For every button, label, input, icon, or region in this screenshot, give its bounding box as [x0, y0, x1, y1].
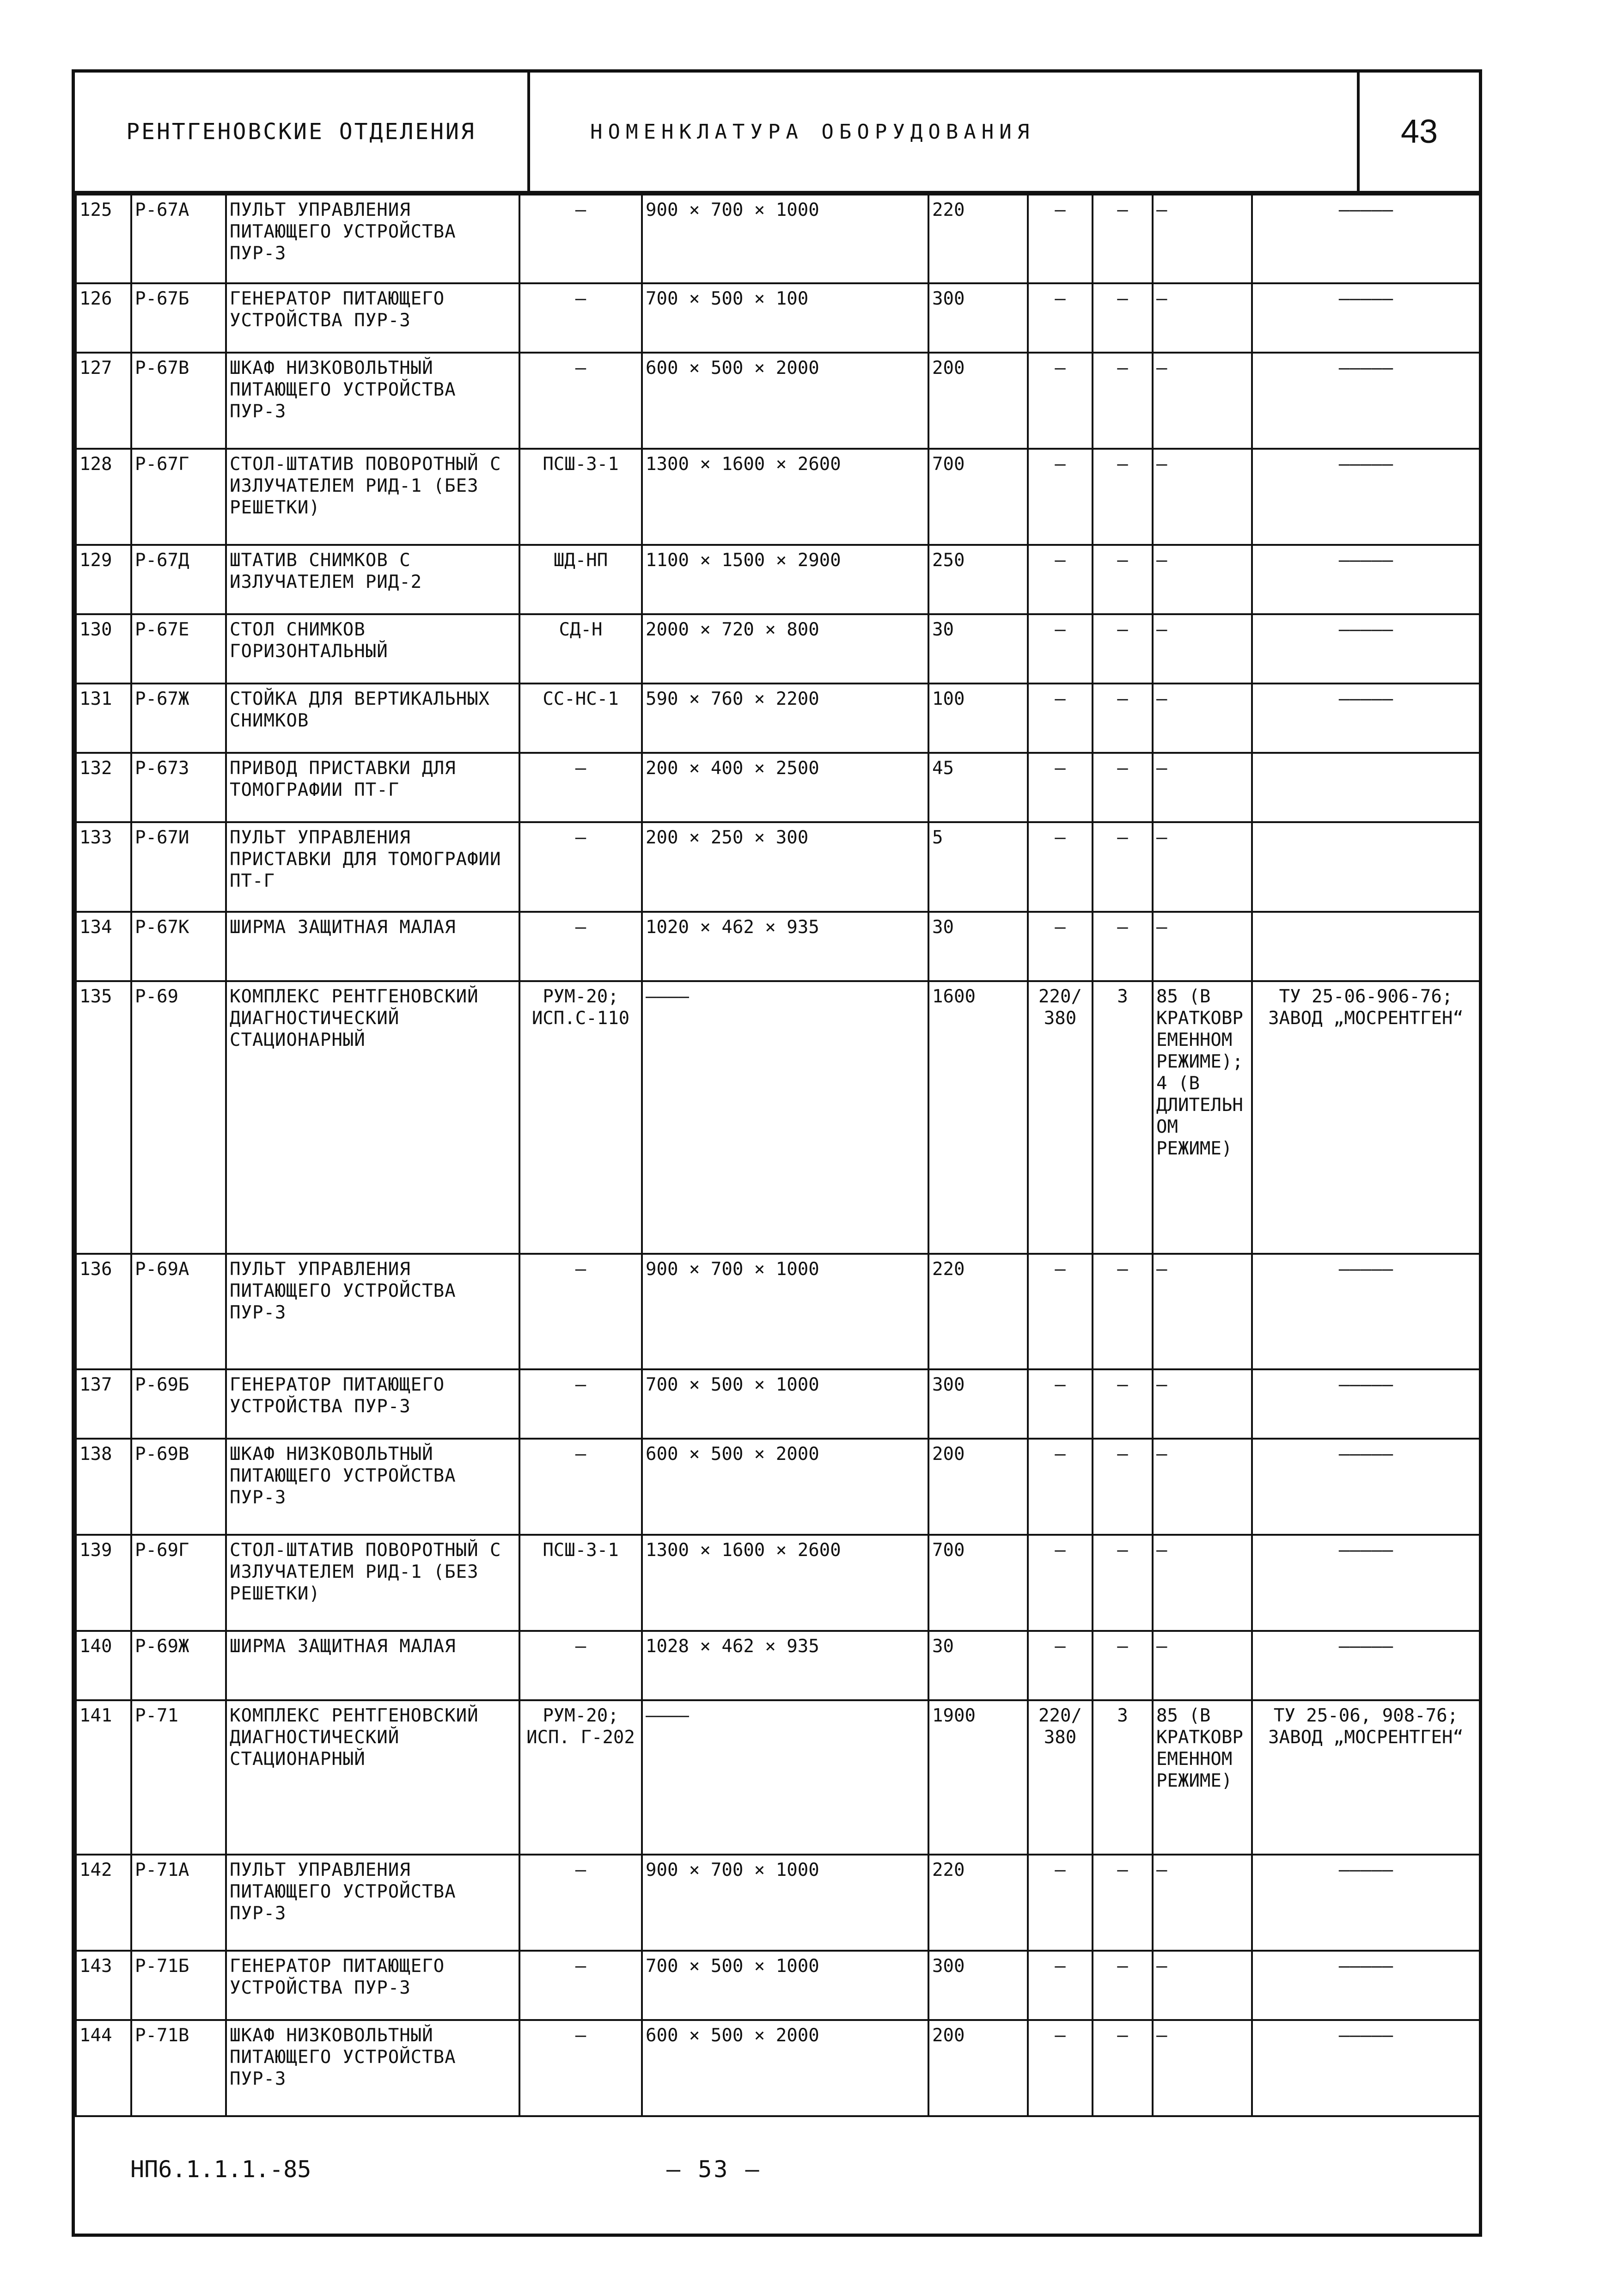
table-row — [76, 1951, 1480, 2020]
cell-code: Р-67И — [131, 822, 226, 912]
cell-phase: — — [1093, 545, 1153, 614]
cell-voltage: — — [1028, 545, 1093, 614]
cell-number: 129 — [76, 545, 131, 614]
cell-number: 127 — [76, 353, 131, 449]
cell-code: Р-69Б — [131, 1369, 226, 1439]
document-title: НОМЕНКЛАТУРА ОБОРУДОВАНИЯ — [530, 73, 1360, 191]
cell-code: Р-67З — [131, 753, 226, 822]
cell-type: СС-НС-1 — [519, 684, 642, 753]
cell-name: ПРИВОД ПРИСТАВКИ ДЛЯ ТОМОГРАФИИ ПТ-Г — [226, 753, 519, 822]
cell-voltage: — — [1028, 2020, 1093, 2116]
cell-power: 1600 — [928, 981, 1028, 1254]
cell-code: Р-71Б — [131, 1951, 226, 2020]
cell-phase: — — [1093, 753, 1153, 822]
table-row — [76, 981, 1480, 1254]
cell-current: — — [1153, 449, 1252, 545]
cell-phase: 3 — [1093, 1700, 1153, 1855]
cell-power: 30 — [928, 912, 1028, 981]
cell-name: СТОЛ СНИМКОВ ГОРИЗОНТАЛЬНЫЙ — [226, 614, 519, 684]
table-row — [76, 1700, 1480, 1855]
cell-phase: — — [1093, 822, 1153, 912]
cell-phase: — — [1093, 1631, 1153, 1700]
cell-power: 220 — [928, 195, 1028, 283]
cell-name: СТОЙКА ДЛЯ ВЕРТИКАЛЬНЫХ СНИМКОВ — [226, 684, 519, 753]
cell-name: ШТАТИВ СНИМКОВ С ИЗЛУЧАТЕЛЕМ РИД-2 — [226, 545, 519, 614]
cell-code: Р-67Г — [131, 449, 226, 545]
cell-power: 700 — [928, 1535, 1028, 1631]
cell-name: КОМПЛЕКС РЕНТГЕНОВСКИЙ ДИАГНОСТИЧЕСКИЙ СТАЦИОНАРНЫЙ — [226, 1700, 519, 1855]
cell-manufacturer: ————— — [1252, 195, 1480, 283]
cell-current: — — [1153, 1951, 1252, 2020]
cell-number: 130 — [76, 614, 131, 684]
cell-code: Р-67К — [131, 912, 226, 981]
cell-manufacturer — [1252, 912, 1480, 981]
cell-name: СТОЛ-ШТАТИВ ПОВОРОТНЫЙ С ИЗЛУЧАТЕЛЕМ РИД-1 (БЕЗ РЕШЕТКИ) — [226, 449, 519, 545]
cell-voltage: — — [1028, 753, 1093, 822]
cell-name: ШИРМА ЗАЩИТНАЯ МАЛАЯ — [226, 912, 519, 981]
table-row — [76, 195, 1480, 283]
table-row — [76, 684, 1480, 753]
cell-power: 300 — [928, 1369, 1028, 1439]
cell-dimensions: 600 × 500 × 2000 — [642, 1439, 928, 1535]
table-row — [76, 753, 1480, 822]
cell-power: 300 — [928, 1951, 1028, 2020]
cell-code: Р-67А — [131, 195, 226, 283]
cell-phase: — — [1093, 1535, 1153, 1631]
cell-phase: — — [1093, 195, 1153, 283]
cell-power: 30 — [928, 1631, 1028, 1700]
cell-manufacturer: ТУ 25-06, 908-76; ЗАВОД „МОСРЕНТГЕН“ — [1252, 1700, 1480, 1855]
cell-type: — — [519, 353, 642, 449]
cell-voltage: — — [1028, 1254, 1093, 1369]
cell-voltage: — — [1028, 822, 1093, 912]
cell-code: Р-69 — [131, 981, 226, 1254]
cell-voltage: — — [1028, 1535, 1093, 1631]
cell-dimensions: 700 × 500 × 1000 — [642, 1369, 928, 1439]
cell-type: — — [519, 912, 642, 981]
cell-power: 300 — [928, 283, 1028, 353]
cell-power: 1900 — [928, 1700, 1028, 1855]
cell-current: — — [1153, 912, 1252, 981]
cell-manufacturer: ————— — [1252, 614, 1480, 684]
table-row — [76, 614, 1480, 684]
table-row — [76, 545, 1480, 614]
cell-voltage: — — [1028, 195, 1093, 283]
cell-phase: — — [1093, 912, 1153, 981]
cell-dimensions: 200 × 250 × 300 — [642, 822, 928, 912]
cell-code: Р-67Е — [131, 614, 226, 684]
cell-phase: — — [1093, 2020, 1153, 2116]
cell-power: 200 — [928, 353, 1028, 449]
table-row — [76, 1855, 1480, 1951]
cell-type: ПСШ-3-1 — [519, 1535, 642, 1631]
cell-name: ГЕНЕРАТОР ПИТАЮЩЕГО УСТРОЙСТВА ПУР-3 — [226, 283, 519, 353]
cell-number: 140 — [76, 1631, 131, 1700]
cell-voltage: 220/ 380 — [1028, 1700, 1093, 1855]
cell-dimensions: 1100 × 1500 × 2900 — [642, 545, 928, 614]
cell-name: ШКАФ НИЗКОВОЛЬТНЫЙ ПИТАЮЩЕГО УСТРОЙСТВА ПУР-3 — [226, 353, 519, 449]
cell-number: 132 — [76, 753, 131, 822]
cell-voltage: — — [1028, 1951, 1093, 2020]
cell-voltage: — — [1028, 684, 1093, 753]
cell-type: — — [519, 1631, 642, 1700]
cell-manufacturer: ————— — [1252, 2020, 1480, 2116]
table-row — [76, 822, 1480, 912]
cell-name: ШКАФ НИЗКОВОЛЬТНЫЙ ПИТАЮЩЕГО УСТРОЙСТВА ПУР-3 — [226, 1439, 519, 1535]
cell-dimensions: 200 × 400 × 2500 — [642, 753, 928, 822]
page-number: — 53 — — [666, 2156, 761, 2183]
cell-dimensions: 900 × 700 × 1000 — [642, 1855, 928, 1951]
cell-voltage: — — [1028, 1439, 1093, 1535]
cell-dimensions: 600 × 500 × 2000 — [642, 2020, 928, 2116]
cell-number: 133 — [76, 822, 131, 912]
table-row — [76, 1535, 1480, 1631]
cell-type: — — [519, 1855, 642, 1951]
cell-number: 125 — [76, 195, 131, 283]
document-code: НП6.1.1.1.-85 — [130, 2156, 311, 2183]
cell-dimensions: 1300 × 1600 × 2600 — [642, 449, 928, 545]
cell-voltage: — — [1028, 283, 1093, 353]
cell-phase: 3 — [1093, 981, 1153, 1254]
cell-code: Р-67В — [131, 353, 226, 449]
cell-number: 128 — [76, 449, 131, 545]
cell-current: — — [1153, 195, 1252, 283]
cell-manufacturer — [1252, 822, 1480, 912]
cell-current: — — [1153, 1439, 1252, 1535]
cell-current: — — [1153, 1369, 1252, 1439]
cell-phase: — — [1093, 353, 1153, 449]
cell-phase: — — [1093, 1951, 1153, 2020]
cell-dimensions: 900 × 700 × 1000 — [642, 1254, 928, 1369]
cell-name: ГЕНЕРАТОР ПИТАЮЩЕГО УСТРОЙСТВА ПУР-3 — [226, 1951, 519, 2020]
cell-current: — — [1153, 283, 1252, 353]
cell-power: 700 — [928, 449, 1028, 545]
cell-dimensions: 700 × 500 × 100 — [642, 283, 928, 353]
cell-name: ШКАФ НИЗКОВОЛЬТНЫЙ ПИТАЮЩЕГО УСТРОЙСТВА ПУР-3 — [226, 2020, 519, 2116]
cell-manufacturer: ————— — [1252, 545, 1480, 614]
table-body — [76, 195, 1480, 2116]
cell-manufacturer: ————— — [1252, 449, 1480, 545]
cell-type: — — [519, 1951, 642, 2020]
cell-current: — — [1153, 684, 1252, 753]
cell-number: 126 — [76, 283, 131, 353]
cell-power: 30 — [928, 614, 1028, 684]
cell-phase: — — [1093, 614, 1153, 684]
cell-code: Р-71А — [131, 1855, 226, 1951]
cell-dimensions: ———— — [642, 981, 928, 1254]
cell-voltage: — — [1028, 449, 1093, 545]
cell-manufacturer: ————— — [1252, 1631, 1480, 1700]
footer — [75, 2034, 1479, 2234]
cell-dimensions: 1028 × 462 × 935 — [642, 1631, 928, 1700]
cell-number: 134 — [76, 912, 131, 981]
cell-type: ПСШ-3-1 — [519, 449, 642, 545]
cell-code: Р-69В — [131, 1439, 226, 1535]
cell-current: — — [1153, 353, 1252, 449]
cell-power: 200 — [928, 1439, 1028, 1535]
cell-power: 200 — [928, 2020, 1028, 2116]
cell-number: 143 — [76, 1951, 131, 2020]
cell-voltage: — — [1028, 614, 1093, 684]
cell-type: — — [519, 1254, 642, 1369]
cell-type: — — [519, 195, 642, 283]
cell-number: 135 — [76, 981, 131, 1254]
cell-voltage: — — [1028, 912, 1093, 981]
table-row — [76, 1254, 1480, 1369]
cell-current: 85 (В КРАТКОВРЕМЕННОМ РЕЖИМЕ); 4 (В ДЛИТЕЛЬНОМ РЕЖИМЕ) — [1153, 981, 1252, 1254]
cell-type: — — [519, 753, 642, 822]
cell-number: 144 — [76, 2020, 131, 2116]
cell-phase: — — [1093, 1369, 1153, 1439]
cell-manufacturer: ————— — [1252, 1951, 1480, 2020]
cell-type: — — [519, 1439, 642, 1535]
cell-current: — — [1153, 1535, 1252, 1631]
cell-manufacturer: ————— — [1252, 684, 1480, 753]
cell-current: — — [1153, 614, 1252, 684]
cell-power: 100 — [928, 684, 1028, 753]
cell-type: — — [519, 2020, 642, 2116]
table-row — [76, 353, 1480, 449]
cell-number: 138 — [76, 1439, 131, 1535]
cell-power: 45 — [928, 753, 1028, 822]
table-row — [76, 912, 1480, 981]
cell-code: Р-67Б — [131, 283, 226, 353]
cell-phase: — — [1093, 283, 1153, 353]
sheet-number: 43 — [1400, 113, 1438, 150]
cell-manufacturer: ————— — [1252, 1439, 1480, 1535]
cell-power: 5 — [928, 822, 1028, 912]
cell-manufacturer — [1252, 753, 1480, 822]
cell-code: Р-69А — [131, 1254, 226, 1369]
cell-current: — — [1153, 2020, 1252, 2116]
header — [75, 73, 1479, 194]
cell-dimensions: 600 × 500 × 2000 — [642, 353, 928, 449]
cell-current: 85 (В КРАТКОВРЕМЕННОМ РЕЖИМЕ) — [1153, 1700, 1252, 1855]
cell-name: ПУЛЬТ УПРАВЛЕНИЯ ПИТАЮЩЕГО УСТРОЙСТВА ПУР-3 — [226, 1855, 519, 1951]
cell-manufacturer: ————— — [1252, 1254, 1480, 1369]
cell-type: РУМ-20; ИСП. Г-202 — [519, 1700, 642, 1855]
cell-number: 131 — [76, 684, 131, 753]
cell-phase: — — [1093, 449, 1153, 545]
table-row — [76, 1631, 1480, 1700]
cell-number: 137 — [76, 1369, 131, 1439]
cell-name: ШИРМА ЗАЩИТНАЯ МАЛАЯ — [226, 1631, 519, 1700]
cell-phase: — — [1093, 1254, 1153, 1369]
cell-manufacturer: ————— — [1252, 1535, 1480, 1631]
cell-dimensions: 1020 × 462 × 935 — [642, 912, 928, 981]
cell-current: — — [1153, 1855, 1252, 1951]
cell-voltage: — — [1028, 1855, 1093, 1951]
cell-voltage: — — [1028, 1631, 1093, 1700]
cell-number: 139 — [76, 1535, 131, 1631]
cell-manufacturer: ————— — [1252, 283, 1480, 353]
cell-power: 220 — [928, 1254, 1028, 1369]
cell-code: Р-69Ж — [131, 1631, 226, 1700]
cell-name: ПУЛЬТ УПРАВЛЕНИЯ ПРИСТАВКИ ДЛЯ ТОМОГРАФИИ ПТ-Г — [226, 822, 519, 912]
table-row — [76, 283, 1480, 353]
cell-dimensions: ———— — [642, 1700, 928, 1855]
cell-dimensions: 2000 × 720 × 800 — [642, 614, 928, 684]
cell-code: Р-67Д — [131, 545, 226, 614]
cell-type: РУМ-20; ИСП.С-110 — [519, 981, 642, 1254]
table-row — [76, 1439, 1480, 1535]
cell-power: 220 — [928, 1855, 1028, 1951]
cell-manufacturer: ————— — [1252, 1855, 1480, 1951]
cell-power: 250 — [928, 545, 1028, 614]
cell-code: Р-71 — [131, 1700, 226, 1855]
equipment-table — [75, 194, 1481, 2117]
cell-manufacturer: ТУ 25-06-906-76; ЗАВОД „МОСРЕНТГЕН“ — [1252, 981, 1480, 1254]
cell-dimensions: 700 × 500 × 1000 — [642, 1951, 928, 2020]
cell-type: — — [519, 283, 642, 353]
cell-code: Р-69Г — [131, 1535, 226, 1631]
cell-phase: — — [1093, 1439, 1153, 1535]
cell-manufacturer: ————— — [1252, 353, 1480, 449]
cell-name: СТОЛ-ШТАТИВ ПОВОРОТНЫЙ С ИЗЛУЧАТЕЛЕМ РИД-1 (БЕЗ РЕШЕТКИ) — [226, 1535, 519, 1631]
cell-code: Р-67Ж — [131, 684, 226, 753]
page-frame — [72, 69, 1482, 2237]
cell-name: ГЕНЕРАТОР ПИТАЮЩЕГО УСТРОЙСТВА ПУР-3 — [226, 1369, 519, 1439]
cell-name: КОМПЛЕКС РЕНТГЕНОВСКИЙ ДИАГНОСТИЧЕСКИЙ СТАЦИОНАРНЫЙ — [226, 981, 519, 1254]
table-row — [76, 1369, 1480, 1439]
cell-current: — — [1153, 822, 1252, 912]
table-row — [76, 449, 1480, 545]
cell-code: Р-71В — [131, 2020, 226, 2116]
cell-type: — — [519, 822, 642, 912]
cell-type: СД-Н — [519, 614, 642, 684]
cell-voltage: — — [1028, 353, 1093, 449]
cell-phase: — — [1093, 684, 1153, 753]
cell-number: 142 — [76, 1855, 131, 1951]
cell-current: — — [1153, 753, 1252, 822]
cell-voltage: — — [1028, 1369, 1093, 1439]
cell-dimensions: 1300 × 1600 × 2600 — [642, 1535, 928, 1631]
cell-dimensions: 590 × 760 × 2200 — [642, 684, 928, 753]
cell-current: — — [1153, 1254, 1252, 1369]
cell-type: — — [519, 1369, 642, 1439]
section-title: РЕНТГЕНОВСКИЕ ОТДЕЛЕНИЯ — [75, 73, 530, 191]
cell-current: — — [1153, 545, 1252, 614]
cell-manufacturer: ————— — [1252, 1369, 1480, 1439]
cell-dimensions: 900 × 700 × 1000 — [642, 195, 928, 283]
cell-name: ПУЛЬТ УПРАВЛЕНИЯ ПИТАЮЩЕГО УСТРОЙСТВА ПУР-3 — [226, 1254, 519, 1369]
cell-name: ПУЛЬТ УПРАВЛЕНИЯ ПИТАЮЩЕГО УСТРОЙСТВА ПУР-3 — [226, 195, 519, 283]
cell-type: ШД-НП — [519, 545, 642, 614]
cell-phase: — — [1093, 1855, 1153, 1951]
cell-current: — — [1153, 1631, 1252, 1700]
cell-number: 141 — [76, 1700, 131, 1855]
cell-number: 136 — [76, 1254, 131, 1369]
cell-voltage: 220/ 380 — [1028, 981, 1093, 1254]
